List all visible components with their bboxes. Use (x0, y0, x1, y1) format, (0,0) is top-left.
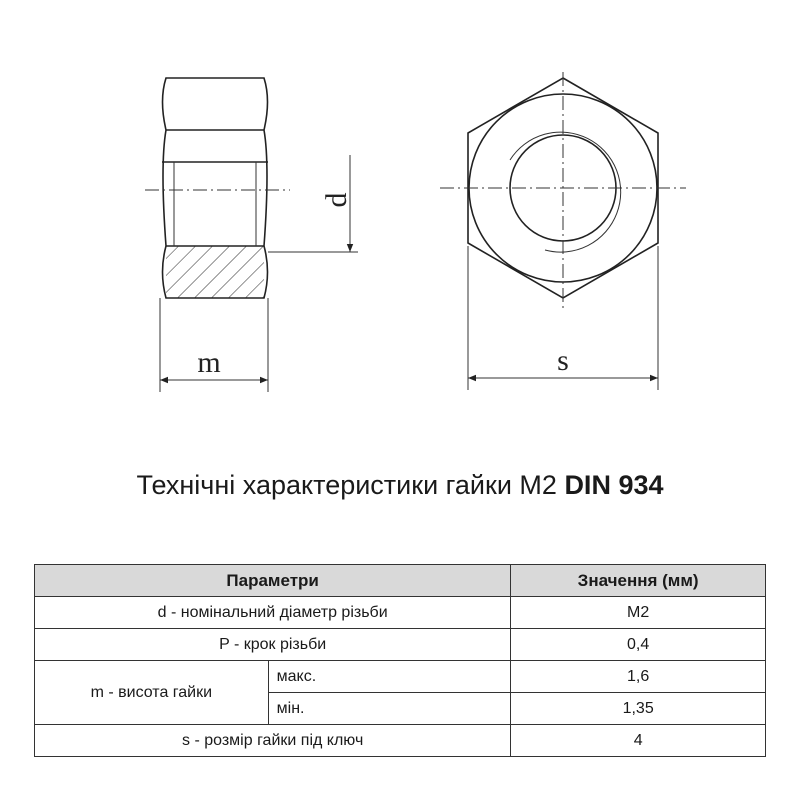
row-d-value: M2 (511, 597, 766, 629)
row-m-max-value: 1,6 (511, 661, 766, 693)
thread-section-hatch (166, 246, 264, 298)
nut-top-view (440, 72, 686, 390)
dimension-d-label: d (320, 192, 353, 208)
specifications-table (34, 564, 766, 757)
row-p-value: 0,4 (511, 629, 766, 661)
row-m-max-label: макс. (268, 661, 511, 693)
row-m-min-label: мін. (268, 693, 511, 725)
table-row (35, 661, 766, 693)
dimension-s-label: s (557, 344, 569, 377)
row-s-value: 4 (511, 725, 766, 757)
table-row (35, 597, 766, 629)
header-parameters: Параметри (35, 565, 511, 597)
row-m-label: m - висота гайки (35, 661, 269, 725)
row-d-label: d - номінальний діаметр різьби (35, 597, 511, 629)
table-row (35, 725, 766, 757)
row-s-label: s - розмір гайки під ключ (35, 725, 511, 757)
nut-side-view (145, 78, 358, 392)
dimension-m-label: m (197, 346, 221, 379)
row-m-min-value: 1,35 (511, 693, 766, 725)
title-text: Технічні характеристики гайки М2 (136, 470, 557, 500)
table-row (35, 629, 766, 661)
row-p-label: P - крок різьби (35, 629, 511, 661)
page-title (0, 470, 800, 501)
table-header-row (35, 565, 766, 597)
title-standard: DIN 934 (564, 470, 664, 500)
header-values: Значення (мм) (511, 565, 766, 597)
